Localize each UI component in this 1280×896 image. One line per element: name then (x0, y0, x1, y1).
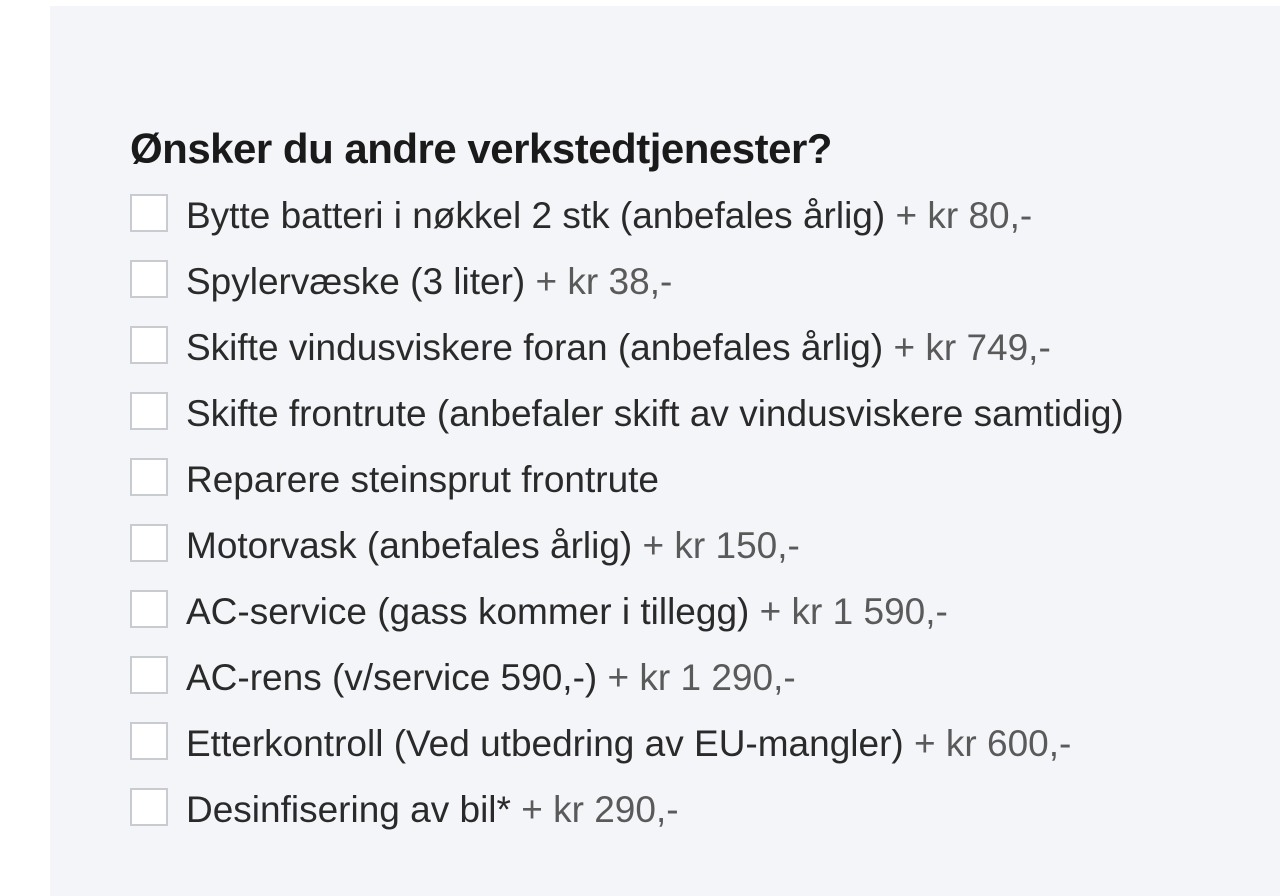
option-washer-fluid[interactable] (130, 256, 1190, 308)
option-price: + kr 749,- (893, 327, 1051, 368)
option-price: + kr 290,- (521, 789, 679, 830)
option-label: Spylervæske (3 liter) (186, 261, 526, 302)
option-price: + kr 38,- (535, 261, 673, 302)
option-label: AC-service (gass kommer i tillegg) (186, 591, 750, 632)
option-label: Desinfisering av bil* (186, 789, 511, 830)
option-chip-repair[interactable] (130, 454, 1190, 506)
option-label: Motorvask (anbefales årlig) (186, 525, 633, 566)
option-price: + kr 600,- (914, 723, 1072, 764)
option-follow-up-check[interactable] (130, 718, 1190, 770)
services-heading: Ønsker du andre verkstedtjenester? (130, 125, 832, 172)
option-wipers-front[interactable] (130, 322, 1190, 374)
wipers-front-checkbox[interactable] (130, 326, 168, 364)
ac-cleaning-checkbox[interactable] (130, 656, 168, 694)
chip-repair-checkbox[interactable] (130, 458, 168, 496)
option-ac-cleaning[interactable] (130, 652, 1190, 704)
services-panel (50, 6, 1280, 896)
option-label: Skifte vindusviskere foran (anbefales årlig) (186, 327, 884, 368)
option-windshield-replace[interactable] (130, 388, 1190, 440)
battery-key-checkbox[interactable] (130, 194, 168, 232)
washer-fluid-checkbox[interactable] (130, 260, 168, 298)
services-form (130, 122, 1190, 850)
option-label: Bytte batteri i nøkkel 2 stk (anbefales årlig) (186, 195, 886, 236)
engine-wash-checkbox[interactable] (130, 524, 168, 562)
option-label: Skifte frontrute (anbefaler skift av vindusviskere samtidig) (186, 393, 1124, 434)
option-price: + kr 150,- (642, 525, 800, 566)
option-disinfection[interactable] (130, 784, 1190, 836)
option-ac-service[interactable] (130, 586, 1190, 638)
disinfection-checkbox[interactable] (130, 788, 168, 826)
option-label: Reparere steinsprut frontrute (186, 459, 660, 500)
option-price: + kr 1 590,- (759, 591, 948, 632)
option-price: + kr 1 290,- (607, 657, 796, 698)
option-label: Etterkontroll (Ved utbedring av EU-mangler) (186, 723, 904, 764)
ac-service-checkbox[interactable] (130, 590, 168, 628)
option-engine-wash[interactable] (130, 520, 1190, 572)
option-price: + kr 80,- (895, 195, 1033, 236)
follow-up-check-checkbox[interactable] (130, 722, 168, 760)
windshield-replace-checkbox[interactable] (130, 392, 168, 430)
option-label: AC-rens (v/service 590,-) (186, 657, 598, 698)
service-options-list (130, 190, 1190, 836)
option-battery-key[interactable] (130, 190, 1190, 242)
